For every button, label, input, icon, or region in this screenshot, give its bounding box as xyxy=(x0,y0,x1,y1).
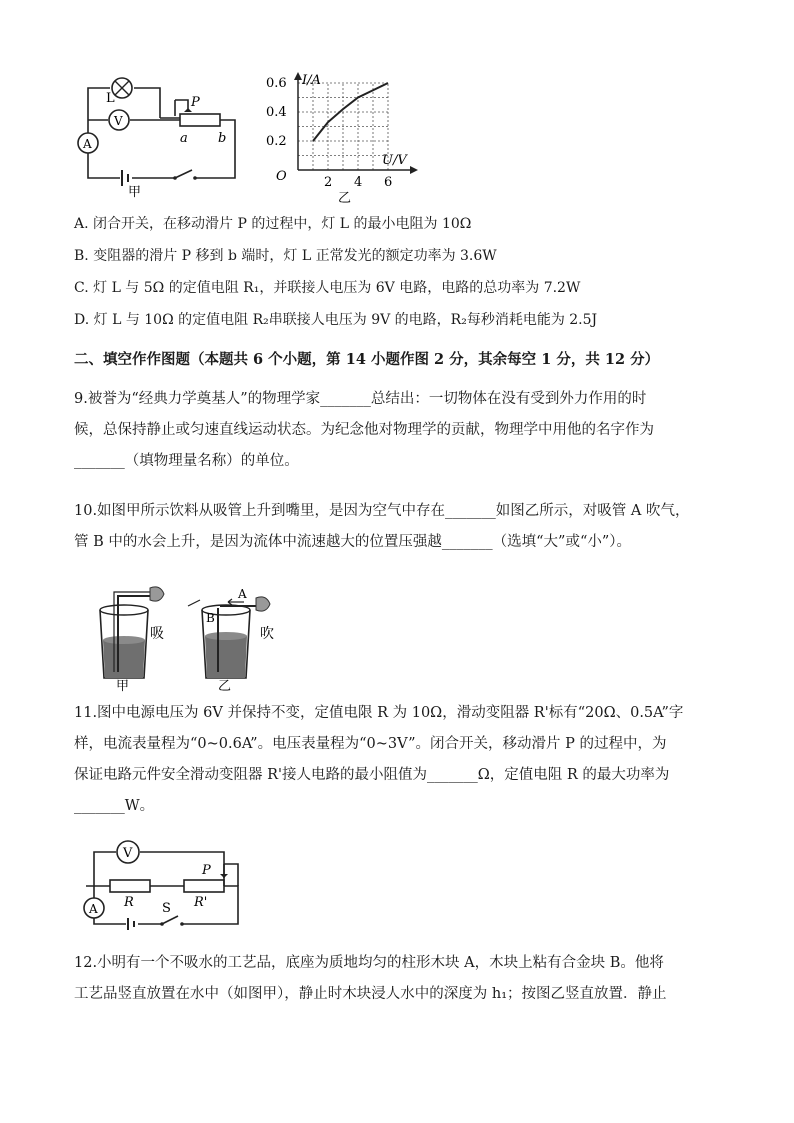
y-axis-label: I/A xyxy=(302,73,321,88)
y-tick-label: 0.2 xyxy=(266,134,287,149)
section-heading: 二、填空作作图题（本题共 6 个小题，第 14 小题作图 2 分，其余每空 1 分，共 12 分） xyxy=(74,351,660,368)
circuit-diagram-jia xyxy=(70,68,250,198)
option-b: B. 变阻器的滑片 P 移到 b 端时，灯 L 正常发光的额定功率为 3.6W xyxy=(74,248,497,264)
chart-grid xyxy=(298,83,388,170)
x-axis-label: U/V xyxy=(382,153,407,168)
x-axis-arrow xyxy=(410,166,418,174)
q11-line1: 11.图中电源电压为 6V 并保持不变，定值电限 R 为 10Ω，滑动变阻器 R'标有“20Ω、0.5A”字 xyxy=(74,705,684,721)
circuit-label-jia: 甲 xyxy=(128,185,142,198)
word-blow: 吹 xyxy=(260,626,274,642)
q10-line1: 10.如图甲所示饮料从吸管上升到嘴里，是因为空气中存在_______如图乙所示，对吸管 A 吹气， xyxy=(74,503,690,519)
x-tick-label: 2 xyxy=(324,175,333,190)
cup-label-yi: 乙 xyxy=(218,679,232,694)
ammeter2-label: A xyxy=(89,902,98,916)
q11-line2: 样，电流表量程为“0~0.6A”。电压表量程为“0~3V”。闭合开关，移动滑片 P 的过程中，为 xyxy=(74,736,667,752)
circuit-diagram-2 xyxy=(74,838,254,934)
y-tick-label: 0.4 xyxy=(266,105,287,120)
word-suck: 吸 xyxy=(150,626,164,642)
resistor-label: R xyxy=(124,895,134,910)
origin-label: O xyxy=(276,169,287,184)
x-tick-label: 4 xyxy=(354,175,363,190)
iu-graph xyxy=(260,70,420,206)
question-11 xyxy=(74,698,724,822)
q12-line1: 12.小明有一个不吸水的工艺品，底座为质地均匀的柱形木块 A，木块上粘有合金块 B。他将 xyxy=(74,955,664,971)
option-d: D. 灯 L 与 10Ω 的定值电阻 R₂串联接人电压为 9V 的电路，R₂每秒消耗电能为 2.5J xyxy=(74,312,598,328)
q9-line3: _______（填物理量名称）的单位。 xyxy=(74,453,299,469)
question-12 xyxy=(74,948,724,1010)
option-a: A. 闭合开关，在移动滑片 P 的过程中，灯 L 的最小电阻为 10Ω xyxy=(74,216,472,232)
cup-label-jia: 甲 xyxy=(116,679,130,694)
switch-label: S xyxy=(162,901,171,916)
voltmeter-label: V xyxy=(114,114,123,128)
x-tick-label: 6 xyxy=(384,175,393,190)
y-tick-label: 0.6 xyxy=(266,76,287,91)
question-9 xyxy=(74,384,724,477)
cup-yi xyxy=(188,597,270,678)
y-axis-arrow xyxy=(294,72,302,80)
rheostat-label: R' xyxy=(194,895,208,910)
lamp-label: L xyxy=(106,91,115,106)
straw-cups-figure xyxy=(88,582,288,694)
end-a-label: a xyxy=(180,131,188,146)
q9-line1: 9.被誉为“经典力学奠基人”的物理学家_______总结出：一切物体在没有受到外力作用的时 xyxy=(74,391,647,407)
end-b-label: b xyxy=(218,131,227,146)
ammeter-label: A xyxy=(83,137,92,151)
option-c: C. 灯 L 与 5Ω 的定值电阻 R₁，并联接人电压为 6V 电路，电路的总功率为 7.2W xyxy=(74,280,581,296)
graph-label-yi: 乙 xyxy=(338,191,352,206)
q10-line2: 管 B 中的水会上升，是因为流体中流速越大的位置压强越_______（选填“大”或“小”）。 xyxy=(74,534,632,550)
tube-a-label: A xyxy=(238,587,247,601)
q12-line2: 工艺品竖直放置在水中（如图甲），静止时木块浸人水中的深度为 h₁；按图乙竖直放置．静止 xyxy=(74,986,667,1002)
voltmeter2-label: V xyxy=(123,846,133,861)
slider2-label: P xyxy=(202,863,211,878)
q9-line2: 候，总保持静止或匀速直线运动状态。为纪念他对物理学的贡献，物理学中用他的名字作为 xyxy=(74,422,654,438)
slider-label: P xyxy=(191,95,200,110)
q11-line4: _______W。 xyxy=(74,798,155,814)
q11-line3: 保证电路元件安全滑动变阻器 R'接人电路的最小阻值为_______Ω，定值电阻 R 的最大功率为 xyxy=(74,767,670,783)
question-10 xyxy=(74,496,724,558)
tube-b-label: B xyxy=(206,611,215,625)
